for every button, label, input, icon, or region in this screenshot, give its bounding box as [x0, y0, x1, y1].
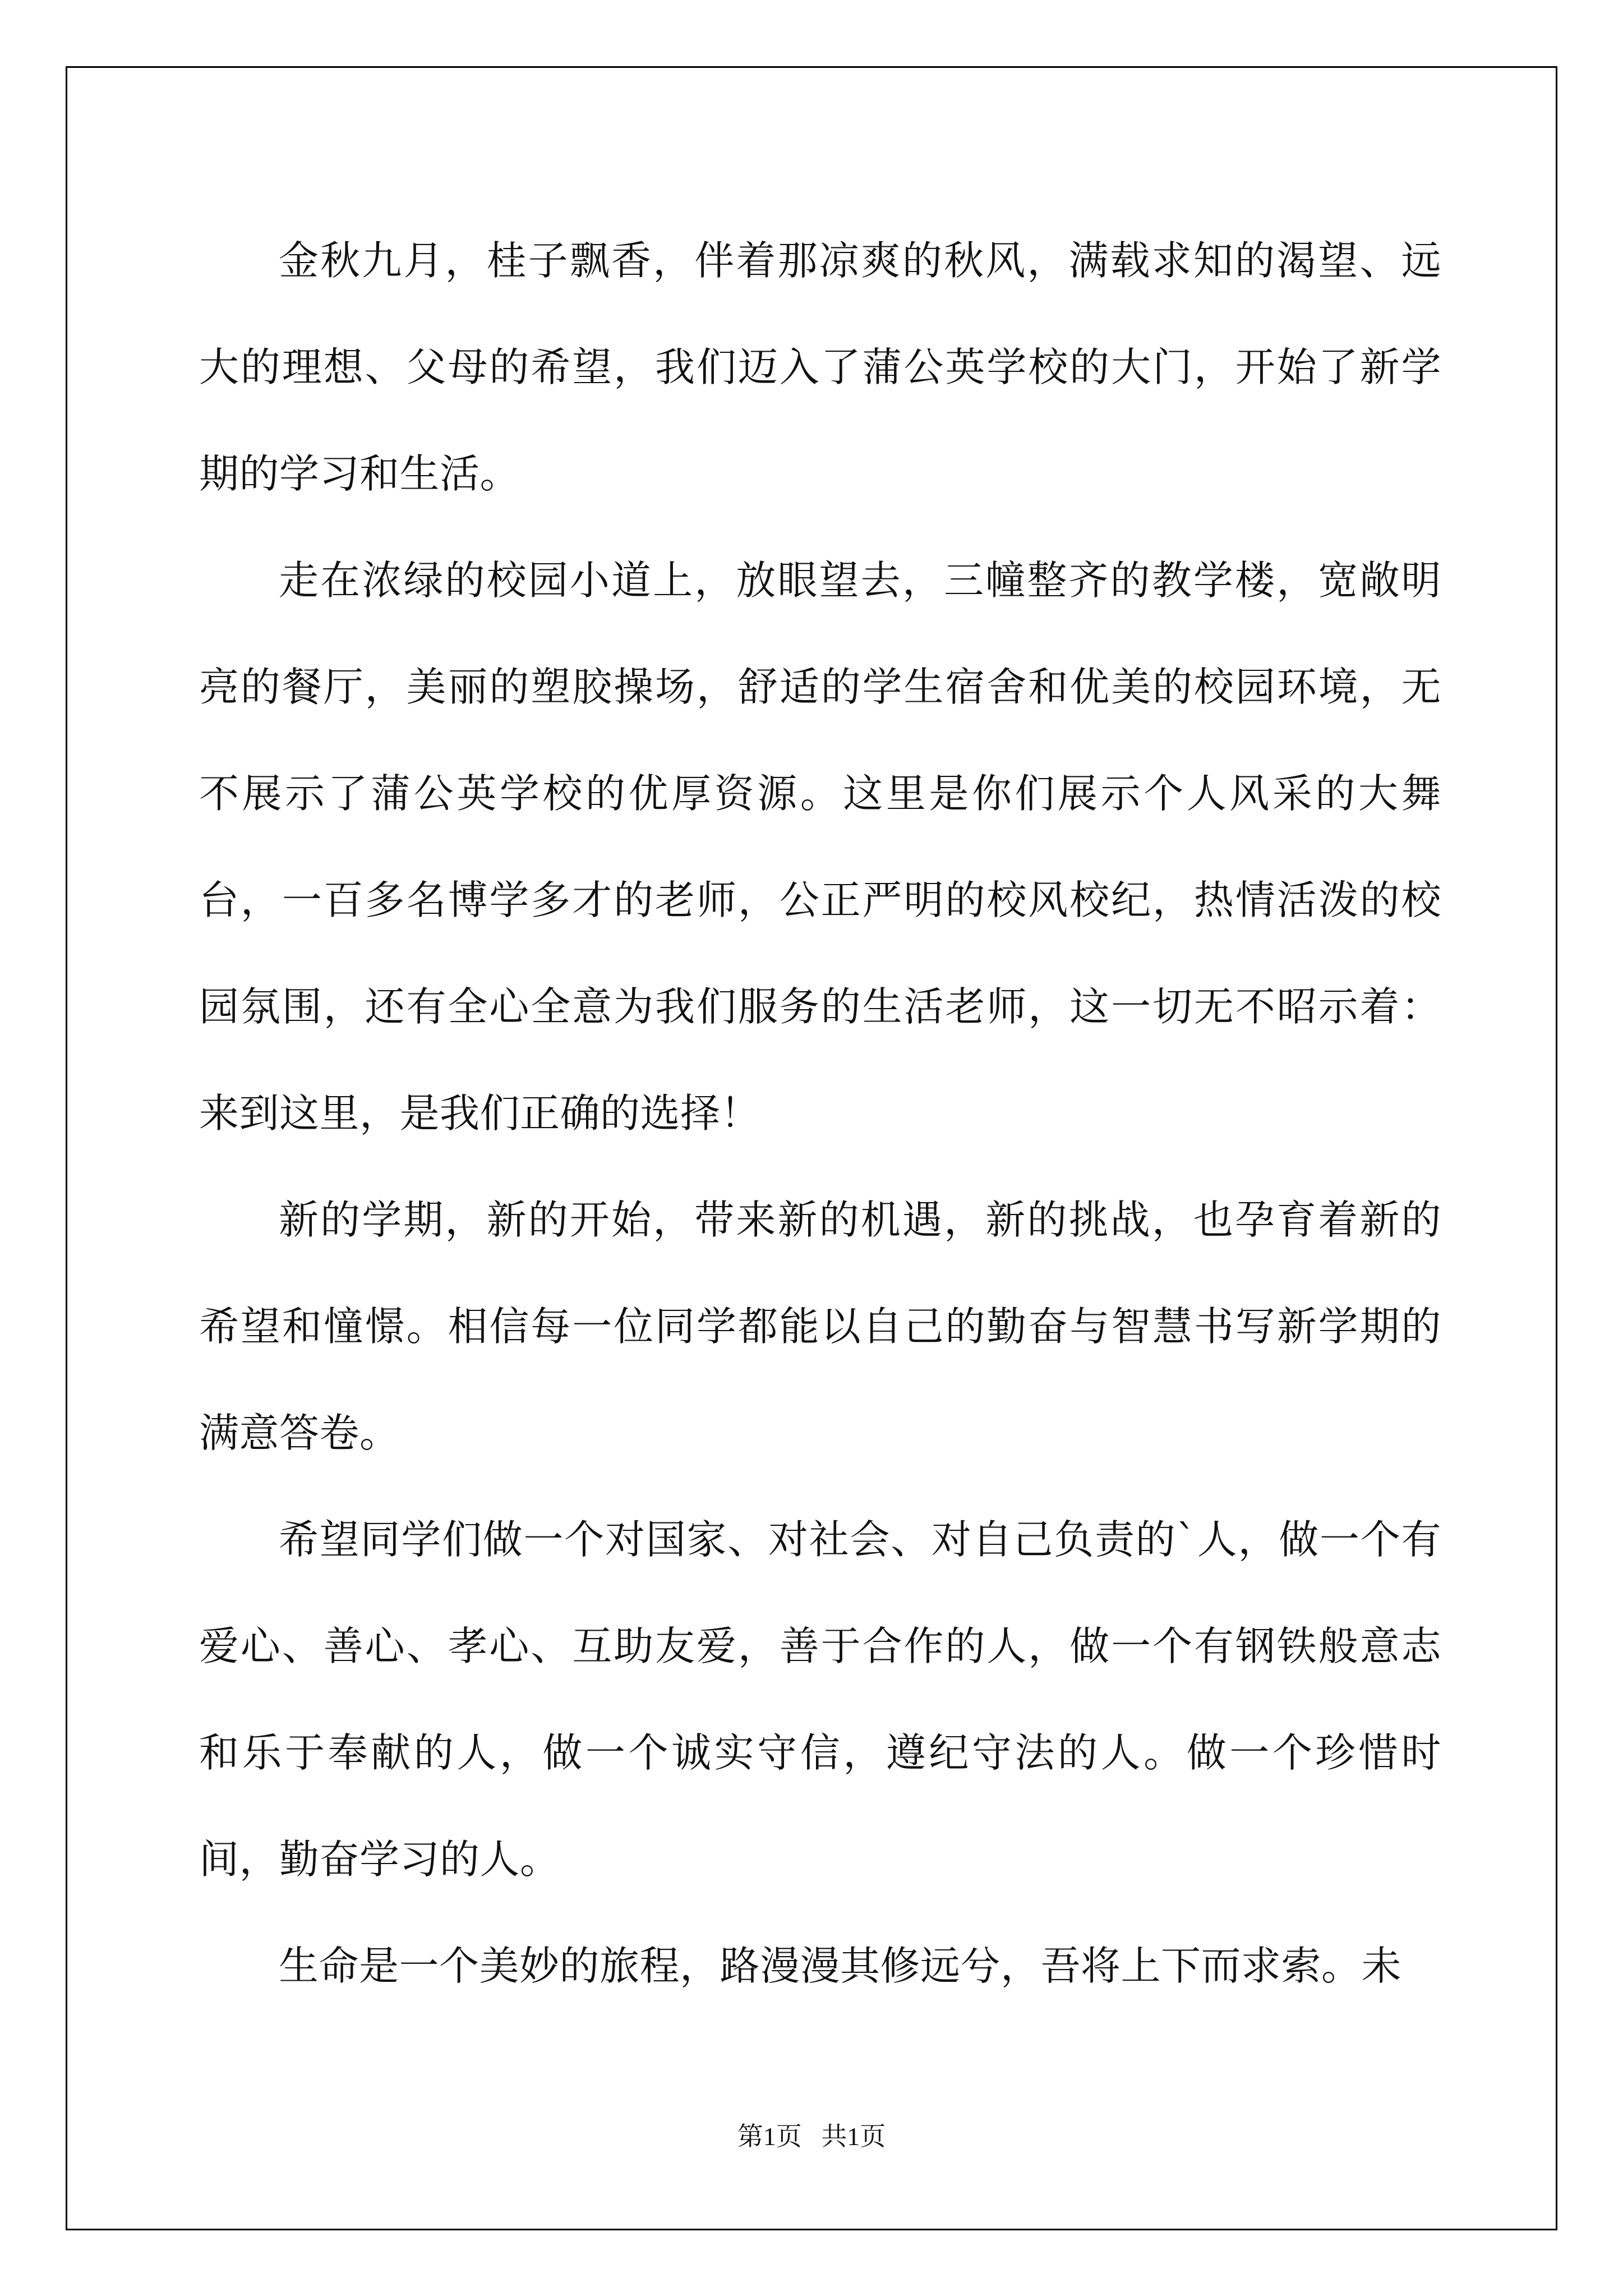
paragraph-1: 金秋九月，桂子飘香，伴着那凉爽的秋风，满载求知的渴望、远大的理想、父母的希望，我们迈入了蒲公英学校的大门，开始了新学期的学习和生活。 — [199, 237, 1441, 497]
document-body — [199, 208, 1441, 2019]
page-number-footer: 第1页 共1页 — [737, 2122, 886, 2151]
paragraph-2: 走在浓绿的校园小道上，放眼望去，三幢整齐的教学楼，宽敞明亮的餐厅，美丽的塑胶操场，舒适的学生宿舍和优美的校园环境，无不展示了蒲公英学校的优厚资源。这里是你们展示个人风采的大舞台，一百多名博学多才的老师，公正严明的校风校纪，热情活泼的校园氛围，还有全心全意为我们服务的生活老师，这一切无不昭示着：来到这里，是我们正确的选择！ — [199, 557, 1441, 1137]
paragraph-3: 新的学期，新的开始，带来新的机遇，新的挑战，也孕育着新的希望和憧憬。相信每一位同学都能以自己的勤奋与智慧书写新学期的满意答卷。 — [199, 1197, 1441, 1456]
paragraph-4: 希望同学们做一个对国家、对社会、对自己负责的`人，做一个有爱心、善心、孝心、互助友爱，善于合作的人，做一个有钢铁般意志和乐于奉献的人，做一个诚实守信，遵纪守法的人。做一个珍惜时间，勤奋学习的人。 — [199, 1516, 1441, 1883]
paragraph-5: 生命是一个美妙的旅程，路漫漫其修远兮，吾将上下而求索。未 — [279, 1943, 1402, 1989]
